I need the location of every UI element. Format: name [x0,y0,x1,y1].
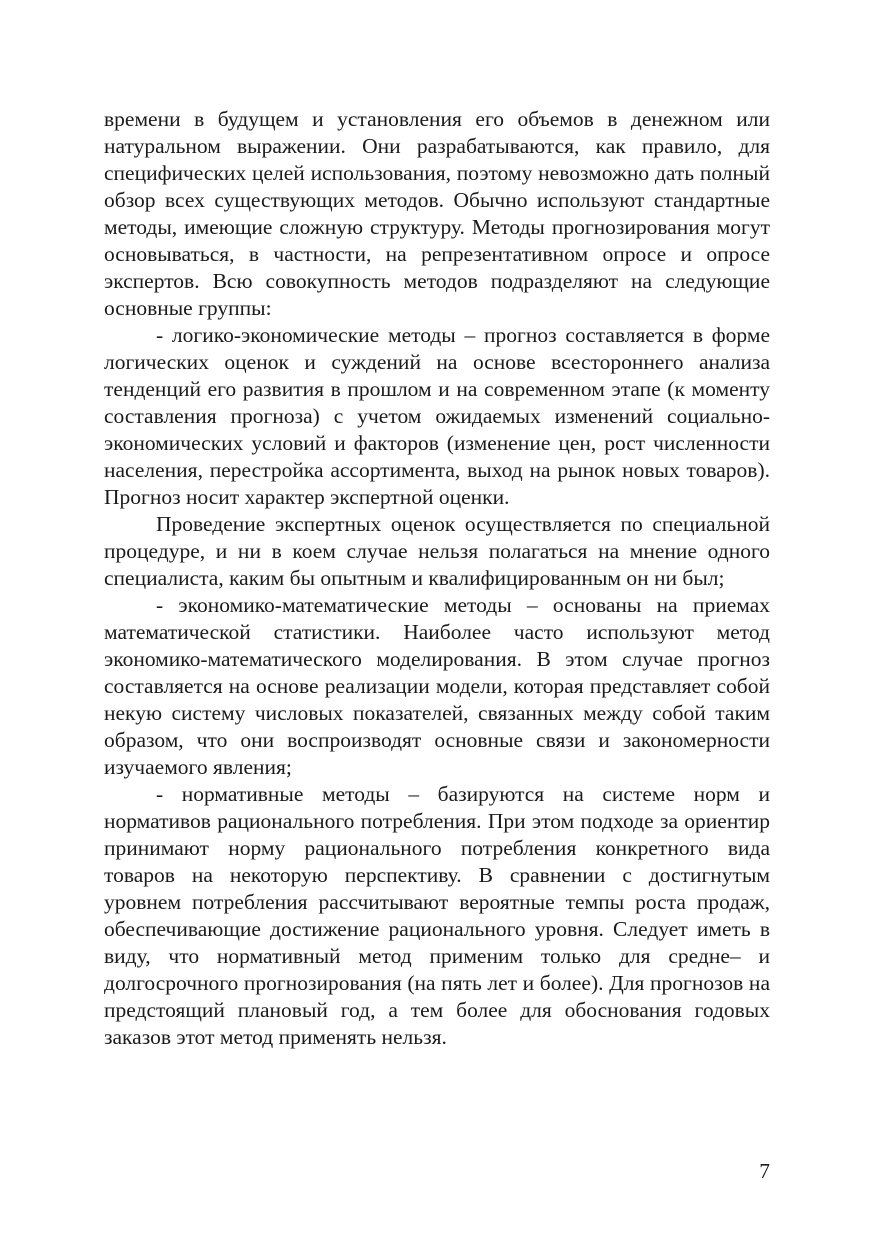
paragraph-logic-economic-methods: - логико-экономические методы – прогноз составляется в форме логических оценок и суждений на основе всестороннего анализа тенденций его развития в прошлом и на современном этапе (к моменту составления прогноза) с учетом ожидаемых изменений социально-экономических условий и факторов (изменение цен, рост численности населения, перестройка ассортимента, выход на рынок новых товаров). Прогноз носит характер экспертной оценки. [104,323,770,509]
paragraph-expert-assessment: Проведение экспертных оценок осуществляется по специальной процедуре, и ни в коем случае нельзя полагаться на мнение одного специалиста, каким бы опытным и квалифицированным он ни был; [104,512,770,590]
page-number: 7 [759,1159,770,1183]
paragraph-economic-mathematical-methods: - экономико-математические методы – основаны на приемах математической статистики. Наиболее часто используют метод экономико-математического моделирования. В этом случае прогноз составляется на основе реализации модели, которая представляет собой некую систему числовых показателей, связанных между собой таким образом, что они воспроизводят основные связи и закономерности изучаемого явления; [104,593,770,779]
paragraph-intro: времени в будущем и установления его объемов в денежном или натуральном выражении. Они разрабатываются, как правило, для специфических целей использования, поэтому невозможно дать полный обзор всех существующих методов. Обычно используют стандартные методы, имеющие сложную структуру. Методы прогнозирования могут основываться, в частности, на репрезентативном опросе и опросе экспертов. Всю совокупность методов подразделяют на следующие основные группы: [104,107,770,320]
body-text [104,106,770,1051]
paragraph-normative-methods: - нормативные методы – базируются на системе норм и нормативов рационального потребления. При этом подходе за ориентир принимают норму рационального потребления конкретного вида товаров на некоторую перспективу. В сравнении с достигнутым уровнем потребления рассчитывают вероятные темпы роста продаж, обеспечивающие достижение рационального уровня. Следует иметь в виду, что нормативный метод применим только для средне– и долгосрочного прогнозирования (на пять лет и более). Для прогнозов на предстоящий плановый год, а тем более для обоснования годовых заказов этот метод применять нельзя. [104,782,770,1049]
